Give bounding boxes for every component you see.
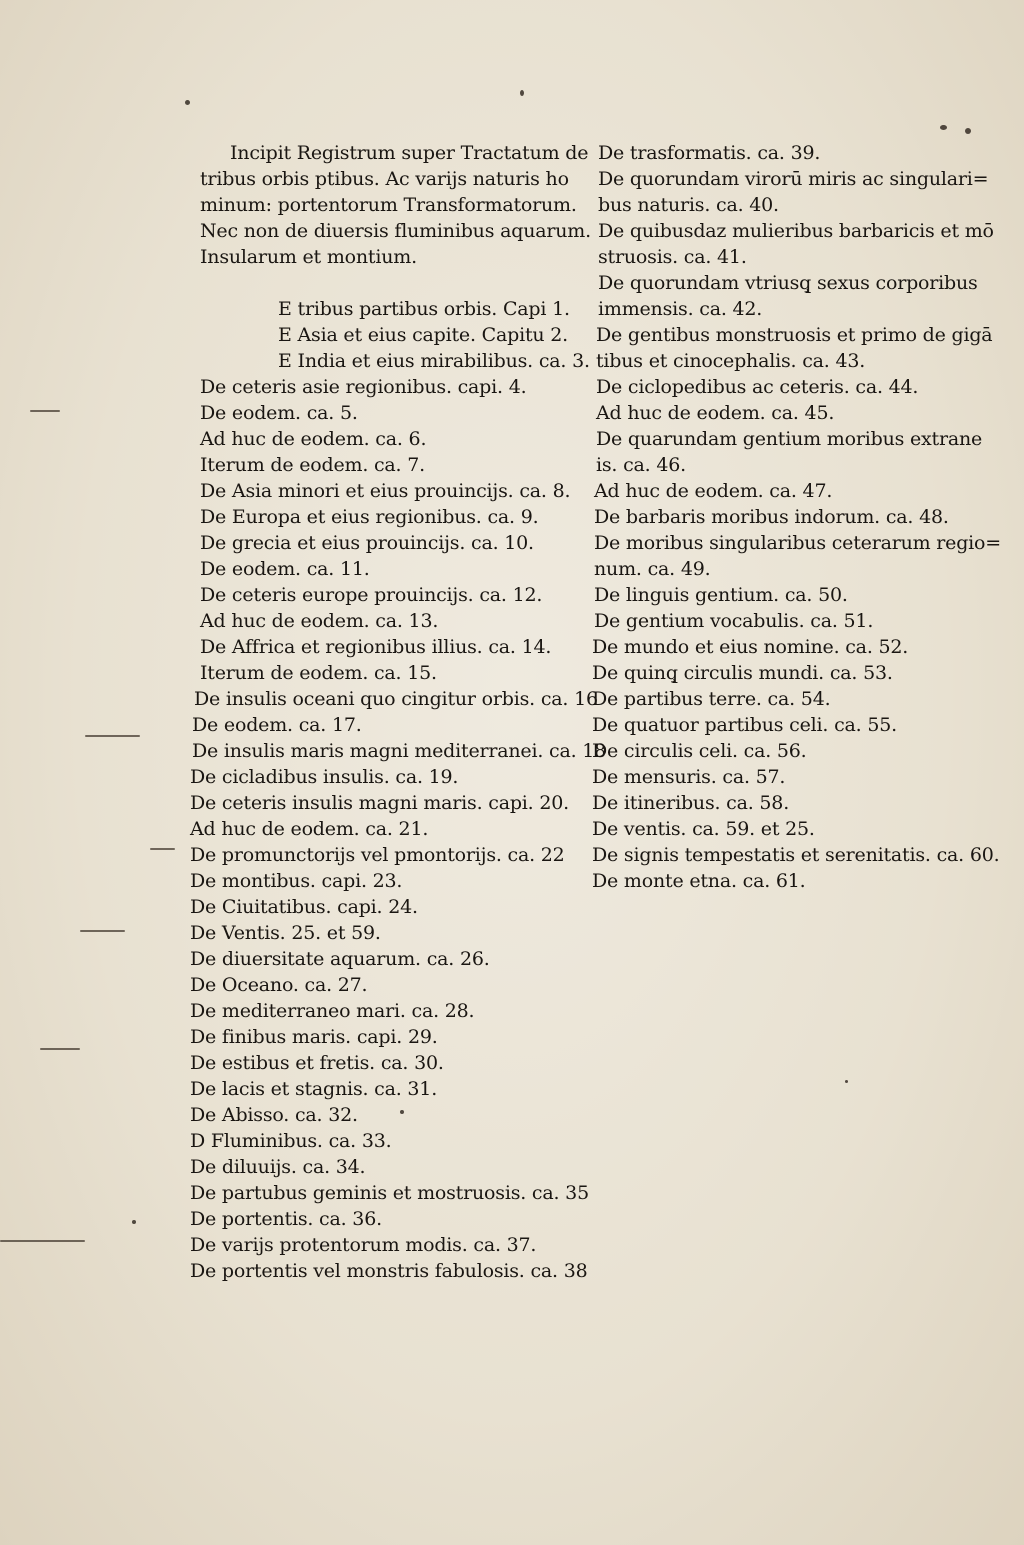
- chapter-entry: E Asia et eius capite. Capitu 2.: [278, 324, 569, 346]
- paper-worm-streak: [0, 1240, 85, 1242]
- chapter-entry: De ceteris europe prouincijs. ca. 12.: [200, 584, 543, 606]
- chapter-entry: De itineribus. ca. 58.: [592, 792, 790, 814]
- chapter-entry: De monte etna. ca. 61.: [592, 870, 806, 892]
- heading-line: Insularum et montium.: [200, 246, 417, 268]
- chapter-entry: Iterum de eodem. ca. 7.: [200, 454, 425, 476]
- chapter-entry: Iterum de eodem. ca. 15.: [200, 662, 437, 684]
- chapter-entry: E tribus partibus orbis. Capi 1.: [278, 298, 570, 320]
- chapter-entry: De ventis. ca. 59. et 25.: [592, 818, 815, 840]
- paper-worm-streak: [30, 410, 60, 412]
- paper-speck: [965, 128, 971, 134]
- chapter-entry: De quarundam gentium moribus extrane: [596, 428, 983, 450]
- chapter-list-left: [190, 296, 607, 1284]
- left-column: [190, 140, 607, 1284]
- right-column: [592, 140, 1002, 894]
- chapter-entry: E India et eius mirabilibus. ca. 3.: [278, 350, 590, 372]
- paper-speck: [520, 90, 524, 96]
- chapter-entry: De estibus et fretis. ca. 30.: [190, 1052, 444, 1074]
- chapter-entry: immensis. ca. 42.: [598, 298, 763, 320]
- chapter-entry: De gentibus monstruosis et primo de gigā: [596, 324, 993, 346]
- chapter-entry: De insulis oceani quo cingitur orbis. ca. 16: [194, 688, 598, 710]
- chapter-entry: De trasformatis. ca. 39.: [598, 142, 821, 164]
- chapter-entry: De grecia et eius prouincijs. ca. 10.: [200, 532, 534, 554]
- chapter-entry: De quorundam virorū miris ac singulari=: [598, 168, 989, 190]
- chapter-entry: De moribus singularibus ceterarum regio=: [594, 532, 1002, 554]
- chapter-entry: De partibus terre. ca. 54.: [592, 688, 831, 710]
- register-heading: [190, 140, 591, 270]
- chapter-entry: De varijs protentorum modis. ca. 37.: [190, 1234, 537, 1256]
- chapter-entry: De quinq̧ circulis mundi. ca. 53.: [592, 662, 893, 684]
- chapter-entry: Ad huc de eodem. ca. 21.: [190, 818, 429, 840]
- chapter-entry: De circulis celi. ca. 56.: [592, 740, 807, 762]
- paper-worm-streak: [40, 1048, 80, 1050]
- chapter-entry: De partubus geminis et mostruosis. ca. 35: [190, 1182, 589, 1204]
- chapter-entry: De mediterraneo mari. ca. 28.: [190, 1000, 475, 1022]
- chapter-entry: Ad huc de eodem. ca. 47.: [594, 480, 833, 502]
- paper-worm-streak: [150, 848, 175, 850]
- chapter-entry: De ceteris insulis magni maris. capi. 20.: [190, 792, 569, 814]
- heading-line: tribus orbis ptibus. Ac varijs naturis ho: [200, 168, 569, 190]
- chapter-entry: De Affrica et regionibus illius. ca. 14.: [200, 636, 552, 658]
- chapter-entry: De quatuor partibus celi. ca. 55.: [592, 714, 897, 736]
- chapter-entry: De eodem. ca. 11.: [200, 558, 370, 580]
- heading-line: minum: portentorum Transformatorum.: [200, 194, 577, 216]
- chapter-list-right: [592, 140, 1002, 894]
- paper-speck: [845, 1080, 848, 1083]
- chapter-entry: De signis tempestatis et serenitatis. ca. 60.: [592, 844, 1000, 866]
- chapter-entry: De cicladibus insulis. ca. 19.: [190, 766, 459, 788]
- chapter-entry: De gentium vocabulis. ca. 51.: [594, 610, 874, 632]
- chapter-entry: De quorundam vtriusq̧ sexus corporibus: [598, 272, 978, 294]
- chapter-entry: De Ventis. 25. et 59.: [190, 922, 381, 944]
- heading-line: Nec non de diuersis fluminibus aquarum.: [200, 220, 591, 242]
- chapter-entry: is. ca. 46.: [596, 454, 686, 476]
- chapter-entry: De Ciuitatibus. capi. 24.: [190, 896, 418, 918]
- chapter-entry: De barbaris moribus indorum. ca. 48.: [594, 506, 949, 528]
- chapter-entry: De mundo et eius nomine. ca. 52.: [592, 636, 909, 658]
- chapter-entry: De quibusdaz mulieribus barbaricis et mō: [598, 220, 994, 242]
- chapter-entry: De Abisso. ca. 32.: [190, 1104, 358, 1126]
- chapter-entry: bus naturis. ca. 40.: [598, 194, 779, 216]
- chapter-entry: num. ca. 49.: [594, 558, 711, 580]
- chapter-entry: Ad huc de eodem. ca. 6.: [200, 428, 427, 450]
- paper-worm-streak: [80, 930, 125, 932]
- chapter-entry: De eodem. ca. 17.: [192, 714, 362, 736]
- chapter-entry: De finibus maris. capi. 29.: [190, 1026, 438, 1048]
- chapter-entry: De insulis maris magni mediterranei. ca. 18: [192, 740, 607, 762]
- chapter-entry: De Europa et eius regionibus. ca. 9.: [200, 506, 539, 528]
- paper-speck: [185, 100, 190, 105]
- chapter-entry: De mensuris. ca. 57.: [592, 766, 786, 788]
- chapter-entry: De eodem. ca. 5.: [200, 402, 358, 424]
- chapter-entry: De Oceano. ca. 27.: [190, 974, 368, 996]
- chapter-entry: struosis. ca. 41.: [598, 246, 747, 268]
- chapter-entry: De promunctorijs vel pmontorijs. ca. 22: [190, 844, 565, 866]
- chapter-entry: De ciclopedibus ac ceteris. ca. 44.: [596, 376, 919, 398]
- chapter-entry: De lacis et stagnis. ca. 31.: [190, 1078, 438, 1100]
- paper-speck: [940, 125, 947, 130]
- paper-speck: [132, 1220, 136, 1224]
- chapter-entry: De ceteris asie regionibus. capi. 4.: [200, 376, 527, 398]
- heading-line: Incipit Registrum super Tractatum de: [230, 142, 589, 164]
- chapter-entry: D Fluminibus. ca. 33.: [190, 1130, 392, 1152]
- chapter-entry: De montibus. capi. 23.: [190, 870, 403, 892]
- chapter-entry: De portentis vel monstris fabulosis. ca. 38: [190, 1260, 588, 1282]
- chapter-entry: De linguis gentium. ca. 50.: [594, 584, 848, 606]
- chapter-entry: Ad huc de eodem. ca. 45.: [596, 402, 835, 424]
- chapter-entry: De diuersitate aquarum. ca. 26.: [190, 948, 490, 970]
- paper-worm-streak: [85, 735, 140, 737]
- chapter-entry: De Asia minori et eius prouincijs. ca. 8.: [200, 480, 571, 502]
- chapter-entry: Ad huc de eodem. ca. 13.: [200, 610, 439, 632]
- chapter-entry: De portentis. ca. 36.: [190, 1208, 382, 1230]
- chapter-entry: tibus et cinocephalis. ca. 43.: [596, 350, 866, 372]
- chapter-entry: De diluuijs. ca. 34.: [190, 1156, 366, 1178]
